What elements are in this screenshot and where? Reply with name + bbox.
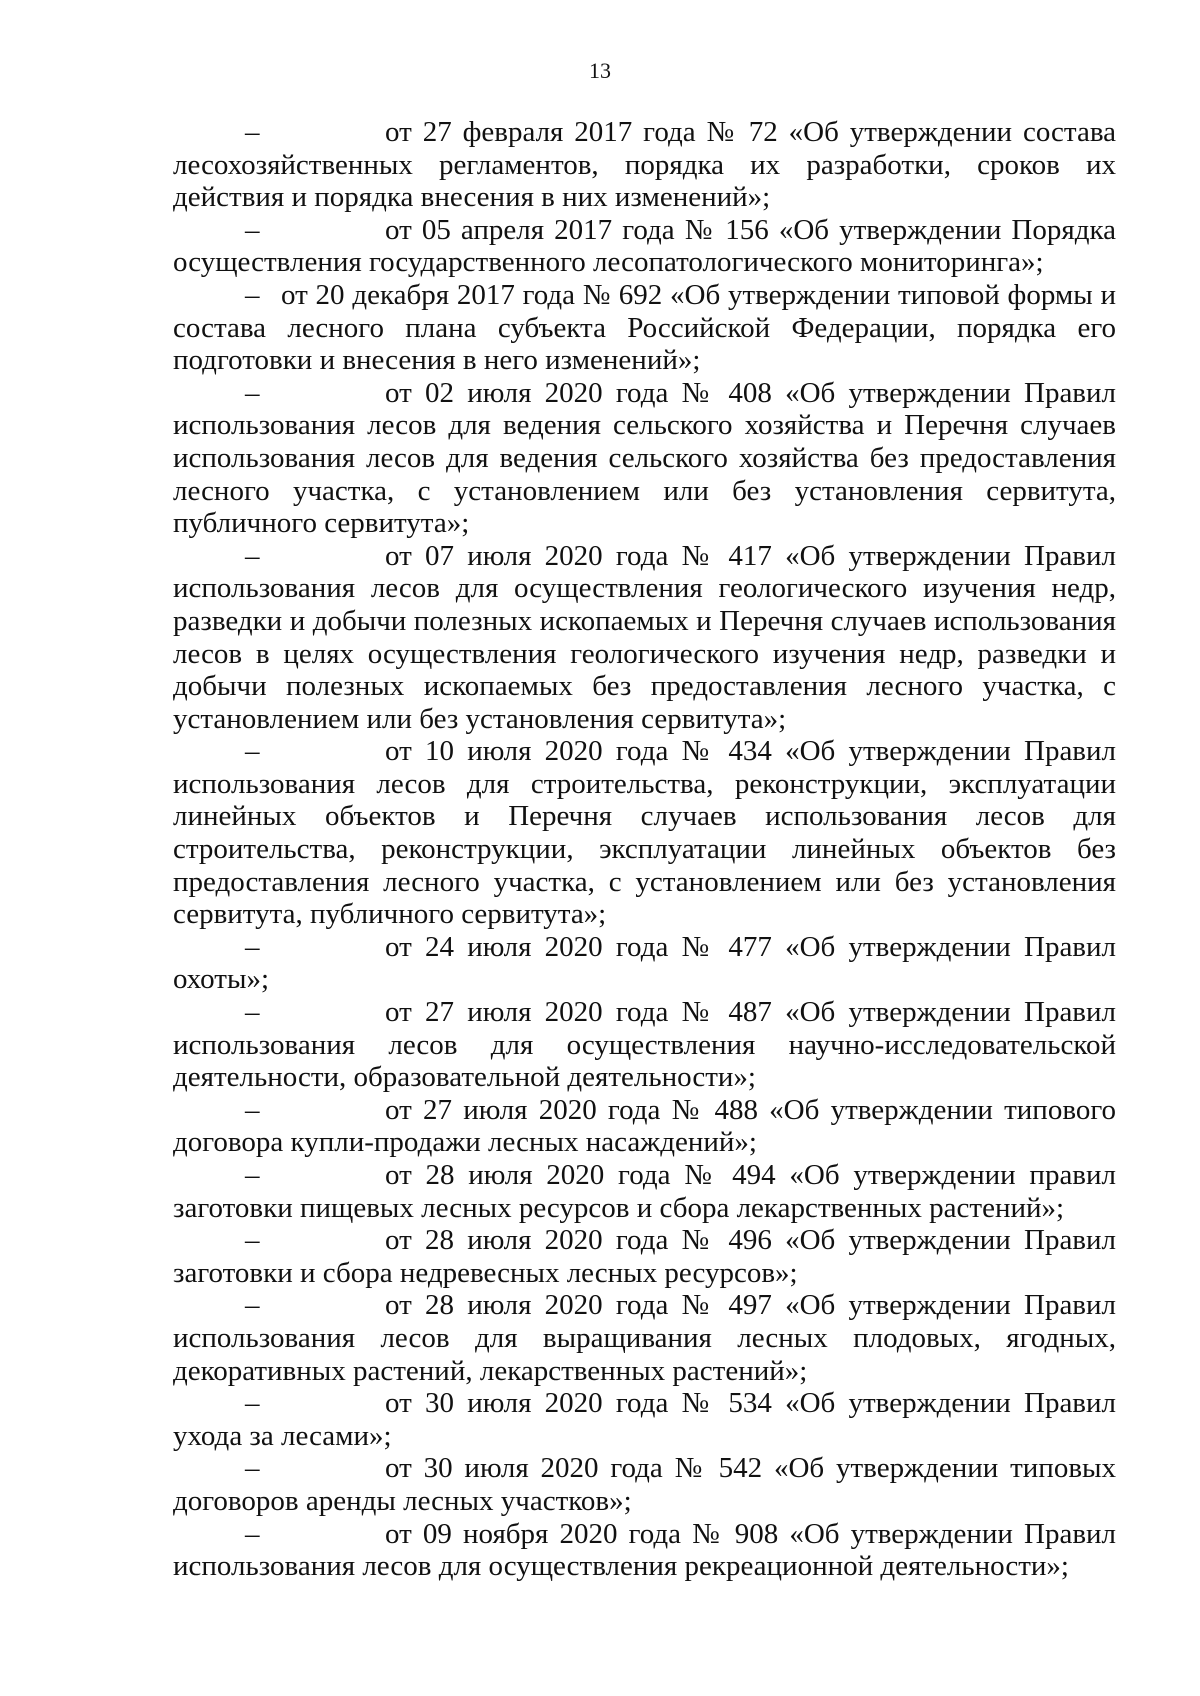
list-dash: – (245, 116, 260, 148)
list-dash: – (245, 1224, 260, 1257)
list-dash: – (245, 1159, 260, 1191)
list-item (173, 931, 1116, 996)
list-dash: – (245, 213, 260, 246)
list-item (173, 1289, 1116, 1387)
page-number: 13 (589, 58, 611, 83)
list-item (173, 1518, 1116, 1583)
list-item (173, 279, 1116, 377)
list-item-text: от 05 апреля 2017 года № 156 «Об утверждении Порядка осуществления государственного лесопатологического мониторинга»; (173, 213, 1116, 279)
list-item (173, 996, 1116, 1094)
list-item (173, 735, 1116, 931)
list-item-text: от 27 июля 2020 года № 488 «Об утверждении типового договора купли-продажи лесных насаждений»; (173, 1093, 1116, 1159)
list-dash: – (245, 376, 260, 409)
list-dash: – (245, 539, 260, 572)
list-dash: – (245, 996, 260, 1029)
list-item-text: от 28 июля 2020 года № 497 «Об утверждении Правил использования лесов для выращивания лесных плодовых, ягодных, декоративных растений, лекарственных растений»; (173, 1289, 1116, 1387)
list-dash: – (245, 735, 260, 768)
list-item (173, 116, 1116, 214)
list-item-text: от 27 февраля 2017 года № 72 «Об утверждении состава лесохозяйственных регламентов, порядка их разработки, сроков их действия и порядка внесения в них изменений»; (173, 116, 1116, 214)
list-item-text: от 27 июля 2020 года № 487 «Об утверждении Правил использования лесов для осуществления научно-исследовательской деятельности, образовательной деятельности»; (173, 996, 1116, 1094)
list-dash: – (245, 1093, 260, 1126)
list-dash: – (245, 1452, 260, 1485)
list-item (173, 1387, 1116, 1452)
list-item-text: от 28 июля 2020 года № 496 «Об утверждении Правил заготовки и сбора недревесных лесных ресурсов»; (173, 1224, 1116, 1289)
list-item-text: от 30 июля 2020 года № 534 «Об утверждении Правил ухода за лесами»; (173, 1387, 1116, 1452)
list-item-text: от 02 июля 2020 года № 408 «Об утверждении Правил использования лесов для ведения сельского хозяйства и Перечня случаев использования лесов для ведения сельского хозяйства без предоставления лесного участка, с установлением или без установления сервитута, публичного сервитута»; (173, 376, 1116, 540)
list-dash: – (245, 1517, 260, 1550)
list-item (173, 377, 1116, 540)
list-item (173, 540, 1116, 736)
list-item-text: от 09 ноября 2020 года № 908 «Об утверждении Правил использования лесов для осуществления рекреационной деятельности»; (173, 1517, 1116, 1583)
list-item (173, 214, 1116, 279)
list-item (173, 1452, 1116, 1517)
list-item-text: от 10 июля 2020 года № 434 «Об утверждении Правил использования лесов для строительства, реконструкции, эксплуатации линейных объектов и Перечня случаев использования лесов для строительства, реконструкции, эксплуатации линейных объектов без предоставления лесного участка, с установлением или без установления сервитута, публичного сервитута»; (173, 735, 1116, 931)
list-item-text: от 30 июля 2020 года № 542 «Об утверждении типовых договоров аренды лесных участков»; (173, 1452, 1116, 1517)
list-item (173, 1159, 1116, 1224)
list-dash: – (245, 1289, 260, 1322)
list-dash: – (245, 278, 260, 311)
list-item-text: от 07 июля 2020 года № 417 «Об утверждении Правил использования лесов для осуществления геологического изучения недр, разведки и добычи полезных ископаемых и Перечня случаев использования лесов в целях осуществления геологического изучения недр, разведки и добычи полезных ископаемых без предоставления лесного участка, с установлением или без установления сервитута»; (173, 539, 1116, 735)
document-body (173, 116, 1116, 1583)
list-item (173, 1094, 1116, 1159)
list-dash: – (245, 1387, 260, 1420)
list-item (173, 1224, 1116, 1289)
list-item-text: от 20 декабря 2017 года № 692 «Об утверждении типовой формы и состава лесного плана субъекта Российской Федерации, порядка его подготовки и внесения в него изменений»; (173, 278, 1116, 377)
list-dash: – (245, 930, 260, 963)
list-item-text: от 24 июля 2020 года № 477 «Об утверждении Правил охоты»; (173, 930, 1116, 996)
list-item-text: от 28 июля 2020 года № 494 «Об утверждении правил заготовки пищевых лесных ресурсов и сбора лекарственных растений»; (173, 1159, 1116, 1224)
